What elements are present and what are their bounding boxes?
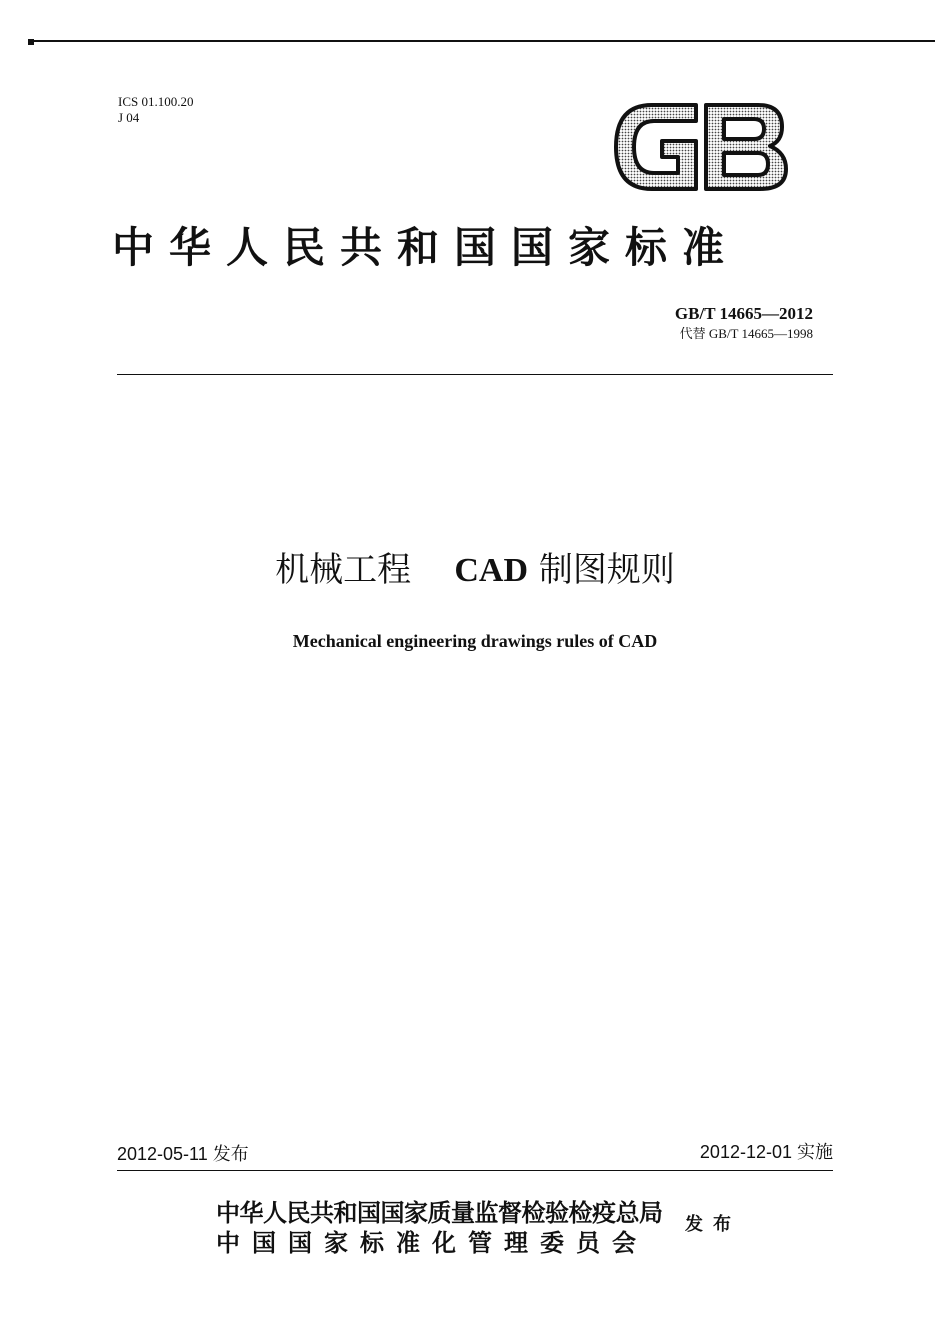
- ccs-code: J 04: [118, 110, 140, 125]
- document-title-english: Mechanical engineering drawings rules of CAD: [292, 631, 658, 651]
- gb-logo: [612, 101, 788, 193]
- issuer-1: 中华人民共和国国家质量监督检验检疫总局: [216, 1198, 663, 1227]
- top-rule: [30, 40, 935, 42]
- header-divider: [117, 374, 833, 375]
- classification-block: [118, 94, 193, 126]
- standard-code-text: GB/T 14665—2012: [674, 304, 813, 323]
- title-part-latin: CAD: [454, 552, 529, 589]
- title-part-1: 机械工程: [275, 550, 412, 590]
- title-part-2: 制图规则: [538, 550, 675, 590]
- standard-category-title: 中华人民共和国国家标准: [112, 223, 740, 272]
- standard-code: [675, 304, 813, 324]
- implementation-date: 2012-12-01 实施: [699, 1142, 833, 1162]
- issuer-2: 中国国家标准化管理委员会: [216, 1228, 648, 1257]
- replaces-code: 代替 GB/T 14665—1998: [679, 326, 813, 341]
- publish-label: 发布: [685, 1214, 741, 1235]
- ics-code: ICS 01.100.20: [118, 94, 194, 109]
- issue-date: 2012-05-11 发布: [117, 1144, 249, 1164]
- document-title: [0, 548, 950, 593]
- footer-divider: [117, 1170, 833, 1171]
